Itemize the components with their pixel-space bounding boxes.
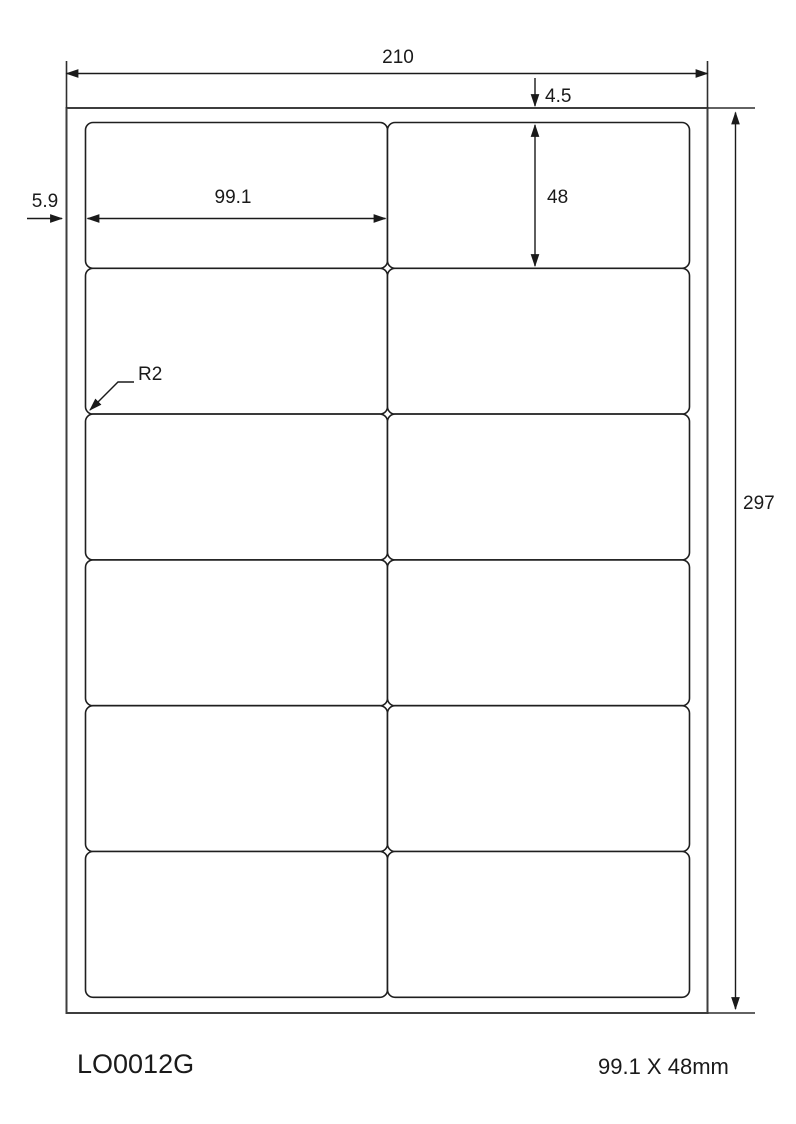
dimension-label-left-margin: 5.9: [31, 191, 59, 212]
label-grid: [86, 123, 690, 998]
dimension-label-sheet-width: 210: [382, 47, 414, 68]
label-cell: [86, 560, 388, 706]
dimension-top-margin: [535, 78, 571, 107]
label-cell: [388, 560, 690, 706]
dimension-label-sheet-height: 297: [743, 493, 775, 514]
label-cell: [86, 706, 388, 852]
label-cell: [86, 852, 388, 998]
dimension-left-margin: [27, 191, 62, 219]
dimension-label-label-width: 99.1: [214, 187, 252, 208]
label-cell: [86, 268, 388, 414]
label-cell: [388, 268, 690, 414]
label-size-text: 99.1 X 48mm: [598, 1054, 729, 1079]
label-cell: [388, 414, 690, 560]
label-cell: [388, 706, 690, 852]
corner-radius-label: R2: [138, 364, 163, 385]
product-code: LO0012G: [77, 1049, 195, 1079]
dimension-label-label-height: 48: [547, 187, 569, 208]
dimension-label-top-margin: 4.5: [545, 86, 572, 107]
dimension-sheet-height: [736, 113, 775, 1010]
label-cell: [388, 123, 690, 269]
label-cell: [86, 414, 388, 560]
label-cell: [388, 852, 690, 998]
dimension-sheet-width: [67, 47, 708, 74]
